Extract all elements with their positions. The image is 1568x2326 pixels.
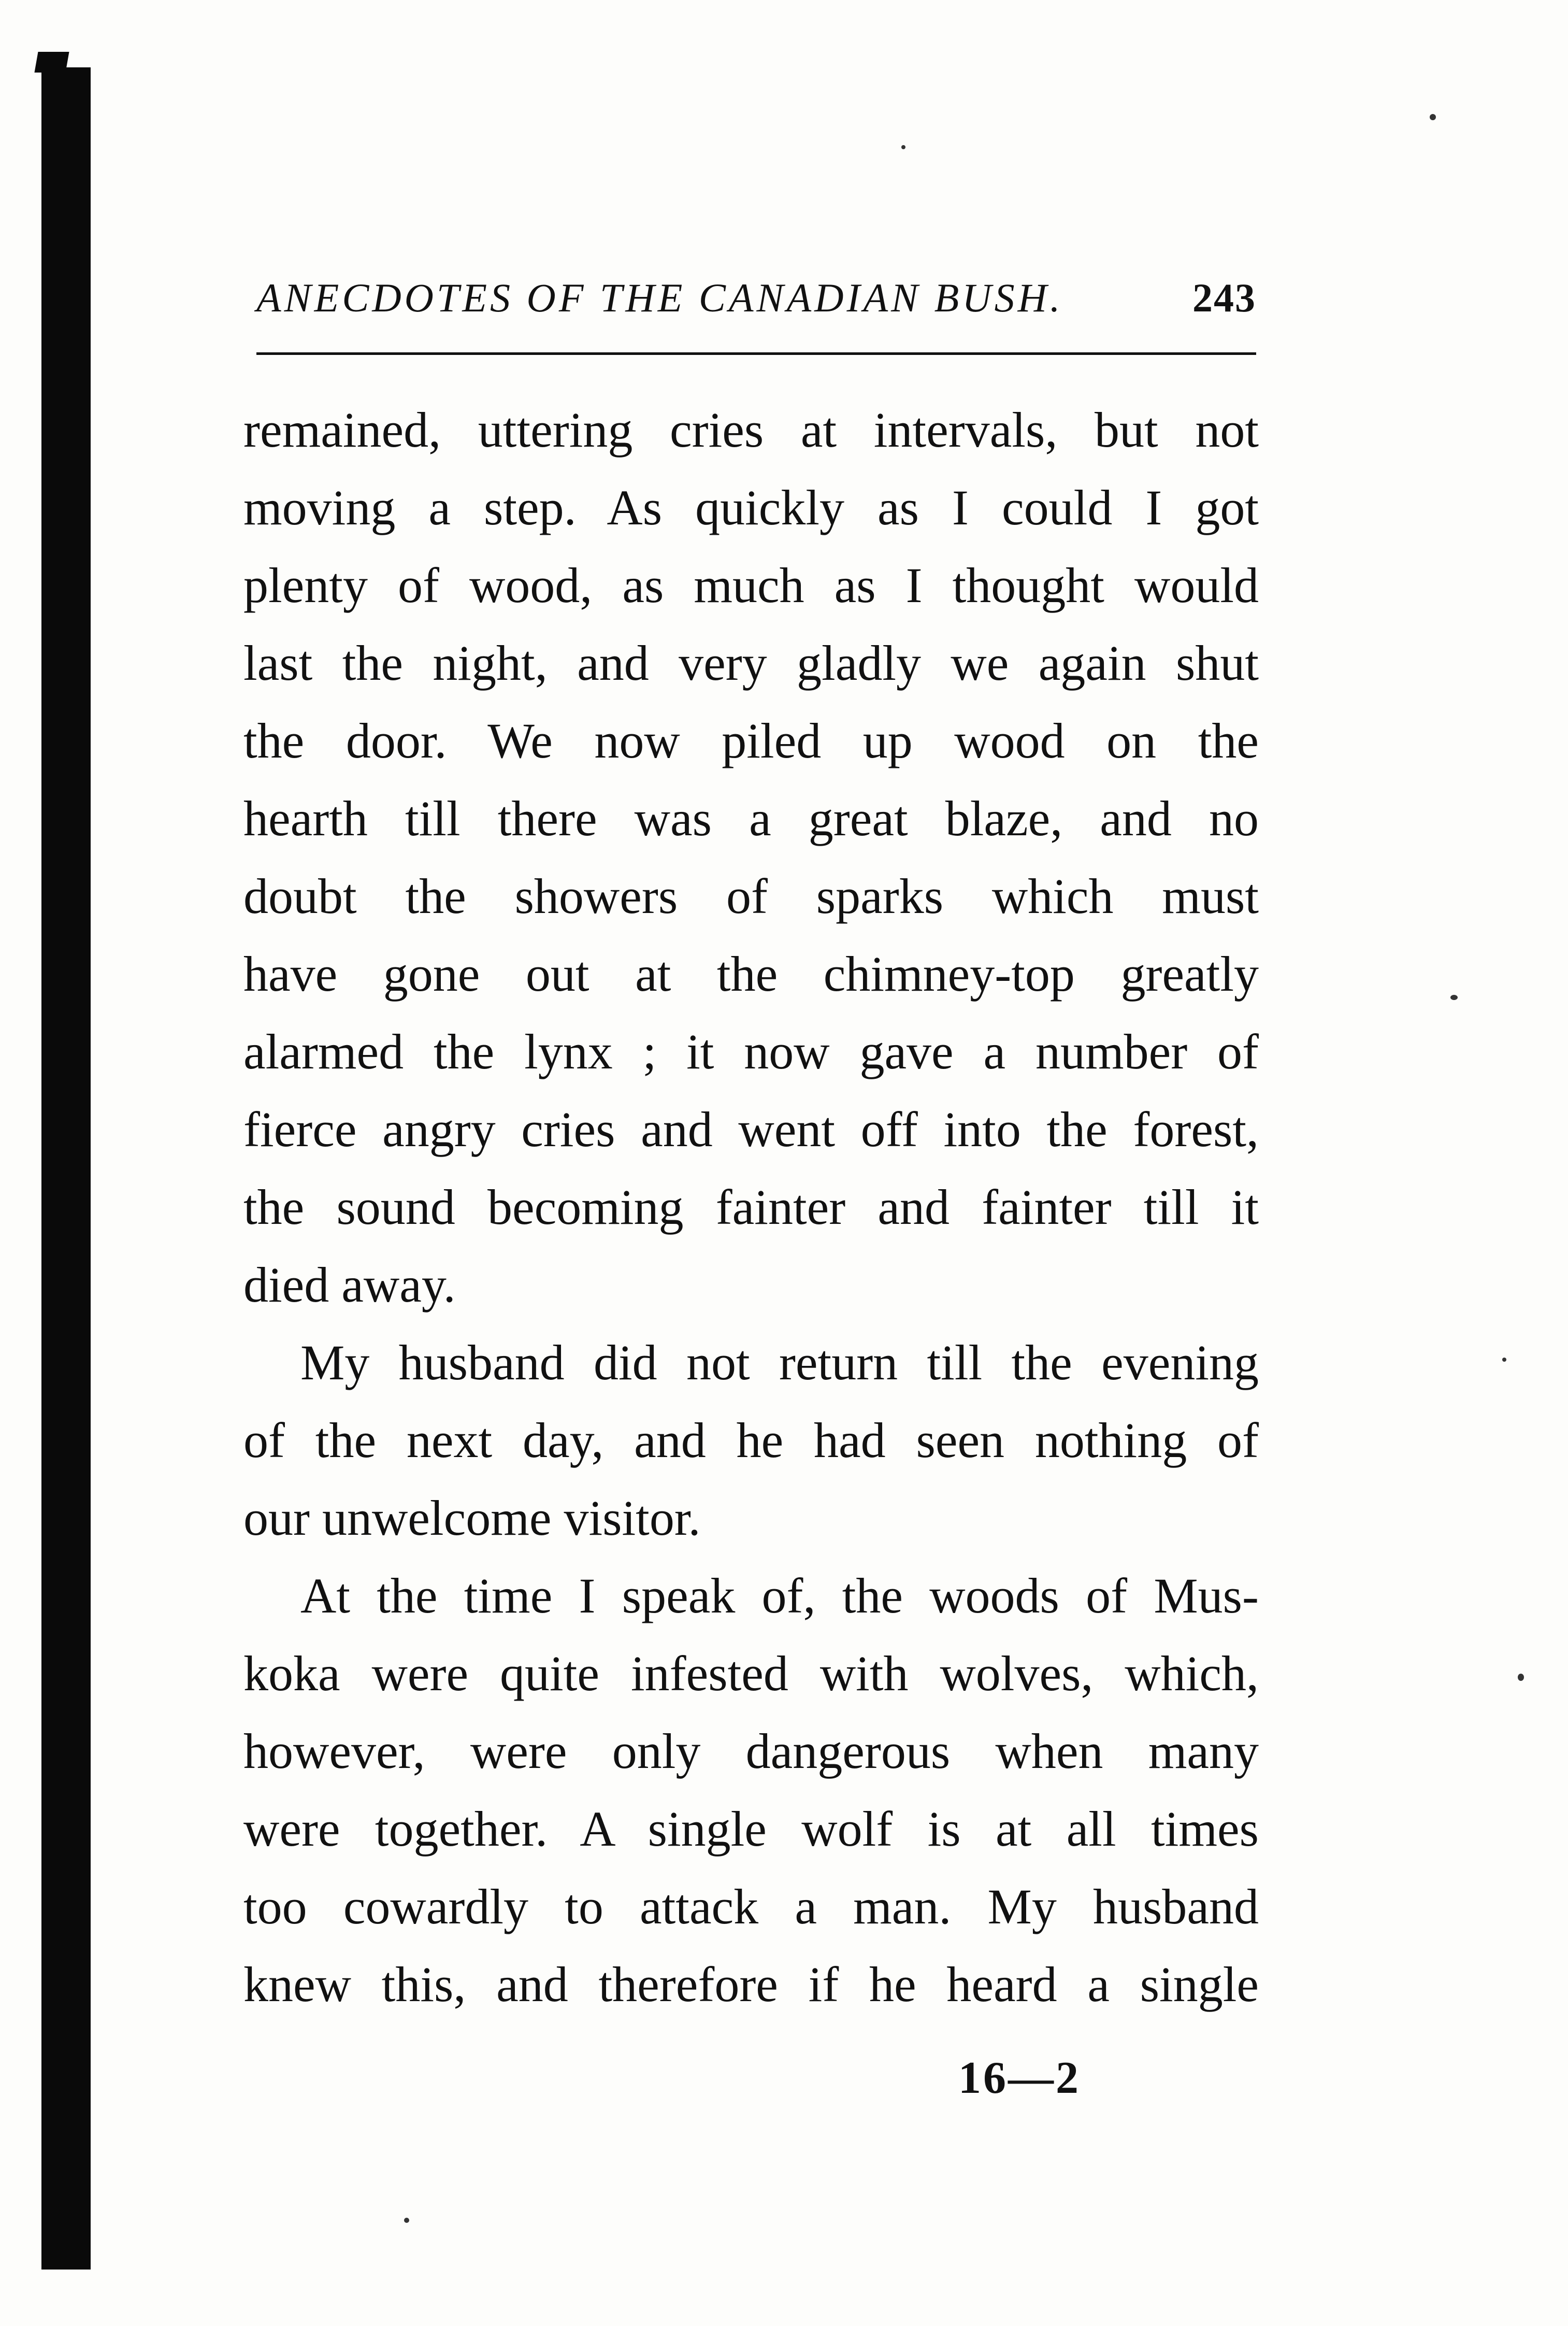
paper-speck xyxy=(1518,1674,1524,1681)
text-line: of the next day, and he had seen nothing of xyxy=(243,1412,1259,1468)
header-rule xyxy=(256,352,1256,355)
text-line: the sound becoming fainter and fainter till it xyxy=(243,1179,1259,1235)
text-line: My husband did not return till the evening xyxy=(300,1335,1259,1390)
text-line: doubt the showers of sparks which must xyxy=(243,868,1259,924)
text-line: hearth till there was a great blaze, and no xyxy=(243,791,1259,846)
text-line: plenty of wood, as much as I thought would xyxy=(243,558,1259,613)
paper-speck xyxy=(1430,114,1436,120)
paper-speck xyxy=(1502,1358,1506,1362)
text-line: died away. xyxy=(243,1257,456,1312)
text-line: moving a step. As quickly as I could I got xyxy=(243,480,1259,535)
paper-speck xyxy=(404,2218,409,2223)
text-line: have gone out at the chimney-top greatly xyxy=(243,946,1259,1002)
running-head xyxy=(256,275,1256,337)
text-line: fierce angry cries and went off into the forest, xyxy=(243,1102,1259,1157)
paper-speck xyxy=(1450,995,1458,1000)
running-head-title: ANECDOTES OF THE CANADIAN BUSH. xyxy=(256,275,1063,320)
text-line: remained, uttering cries at intervals, but not xyxy=(243,402,1259,458)
text-line: At the time I speak of, the woods of Mus- xyxy=(300,1568,1259,1623)
text-line: alarmed the lynx ; it now gave a number of xyxy=(243,1024,1259,1079)
page-number: 243 xyxy=(1192,275,1256,320)
text-line: last the night, and very gladly we again shut xyxy=(243,635,1259,691)
text-line: koka were quite infested with wolves, which, xyxy=(243,1646,1259,1701)
signature-mark: 16—2 xyxy=(958,2053,1081,2103)
text-line: too cowardly to attack a man. My husband xyxy=(243,1879,1259,1934)
text-line: were together. A single wolf is at all times xyxy=(243,1801,1259,1857)
paper-speck xyxy=(901,145,905,149)
body-text xyxy=(243,391,1259,2023)
text-line: our unwelcome visitor. xyxy=(243,1490,701,1546)
text-line: the door. We now piled up wood on the xyxy=(243,713,1259,768)
text-line: however, were only dangerous when many xyxy=(243,1723,1259,1779)
binding-edge-shadow xyxy=(41,67,91,2270)
text-line: knew this, and therefore if he heard a single xyxy=(243,1957,1259,2012)
